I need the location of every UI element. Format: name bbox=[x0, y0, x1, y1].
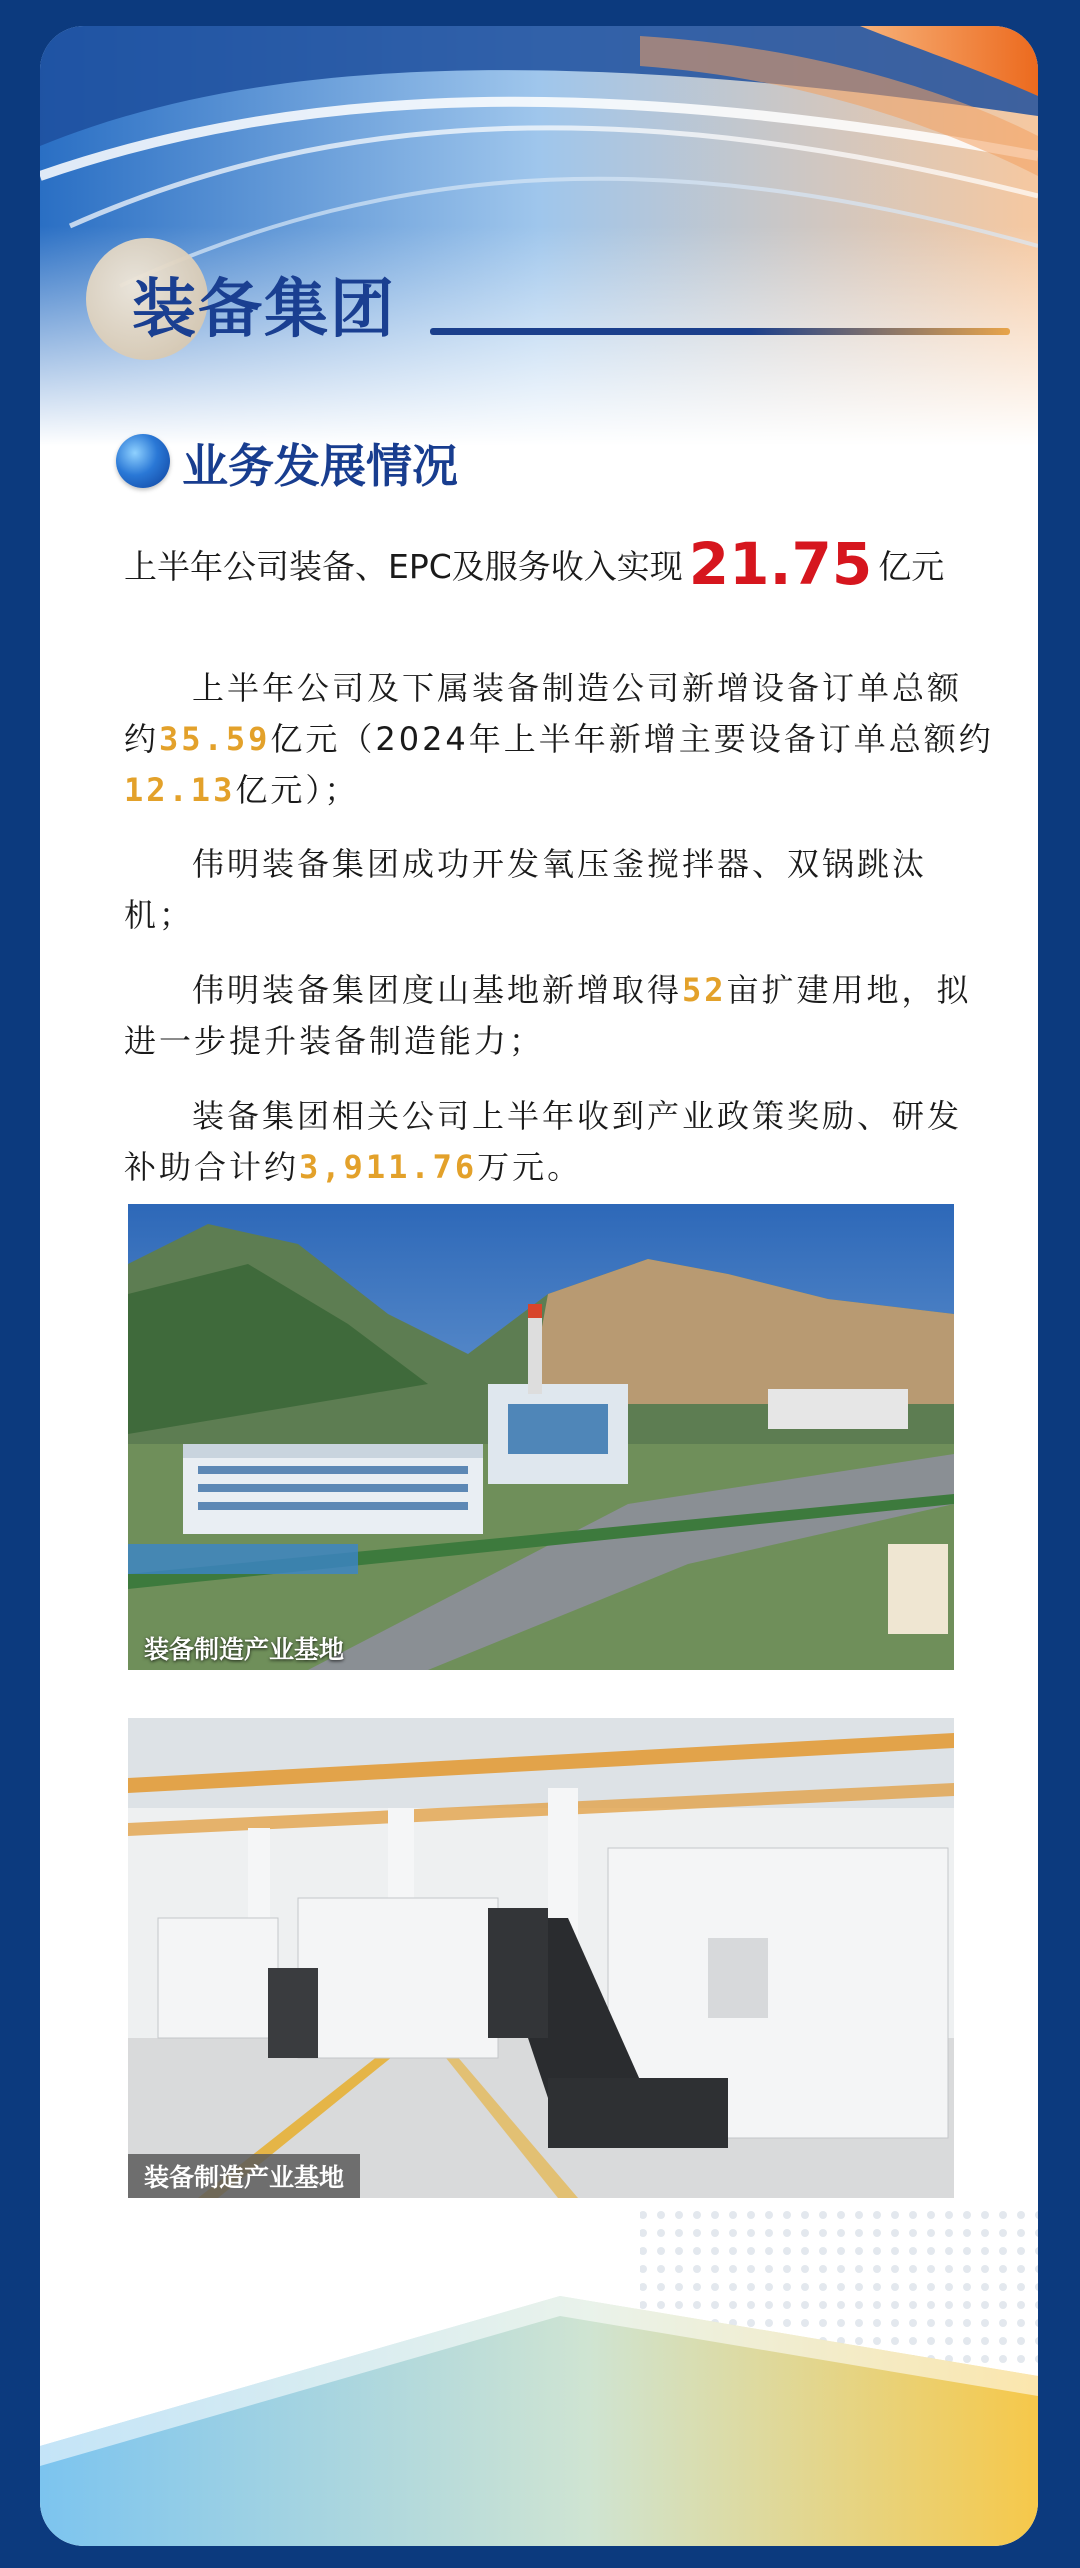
summary-suffix: 亿元 bbox=[878, 547, 945, 586]
title-underline bbox=[430, 328, 1010, 335]
subsidy-text-b: 万元。 bbox=[477, 1148, 583, 1186]
orders-text-a: 上半年公司及下属装备制造公司新增设备订单总额约 bbox=[124, 669, 963, 758]
subsidy-value: 3,911.76 bbox=[299, 1148, 478, 1186]
revenue-value: 21.75 bbox=[688, 530, 873, 598]
subsidy-text-a: 装备集团相关公司上半年收到产业政策奖励、研发补助合计约 bbox=[124, 1097, 963, 1186]
revenue-summary bbox=[124, 530, 1004, 598]
land-text-b: 亩扩建用地，拟进一步提升装备制造能力； bbox=[124, 971, 972, 1060]
orders-last-year-value: 12.13 bbox=[124, 771, 236, 809]
section-bullet-icon bbox=[116, 434, 170, 488]
orders-text-c: 亿元）； bbox=[235, 771, 360, 809]
page-title: 装备集团 bbox=[132, 273, 396, 347]
summary-prefix: 上半年公司装备、EPC及服务收入实现 bbox=[124, 547, 683, 586]
photo-caption: 装备制造产业基地 bbox=[144, 1635, 345, 1664]
workshop-machines-photo bbox=[128, 1718, 954, 2198]
aerial-factory-photo bbox=[128, 1204, 954, 1670]
paragraph-subsidy bbox=[124, 1091, 994, 1193]
section-heading: 业务发展情况 bbox=[182, 439, 458, 493]
content-card bbox=[40, 26, 1038, 2546]
orders-text-b: 亿元（2024年上半年新增主要设备订单总额约 bbox=[270, 720, 994, 758]
land-value: 52 bbox=[682, 971, 727, 1009]
photo-caption: 装备制造产业基地 bbox=[128, 2154, 360, 2198]
paragraph-development: 伟明装备集团成功开发氧压釜搅拌器、双锅跳汰机； bbox=[124, 845, 928, 934]
paragraph-orders bbox=[124, 663, 994, 816]
bottom-gradient-decoration bbox=[40, 2206, 1038, 2546]
workshop-illustration bbox=[128, 1718, 954, 2198]
paragraph-land bbox=[124, 965, 994, 1067]
orders-value: 35.59 bbox=[159, 720, 271, 758]
top-swoosh-decoration bbox=[40, 26, 1038, 446]
land-text-a: 伟明装备集团度山基地新增取得 bbox=[192, 971, 683, 1009]
aerial-factory-illustration bbox=[128, 1204, 954, 1670]
